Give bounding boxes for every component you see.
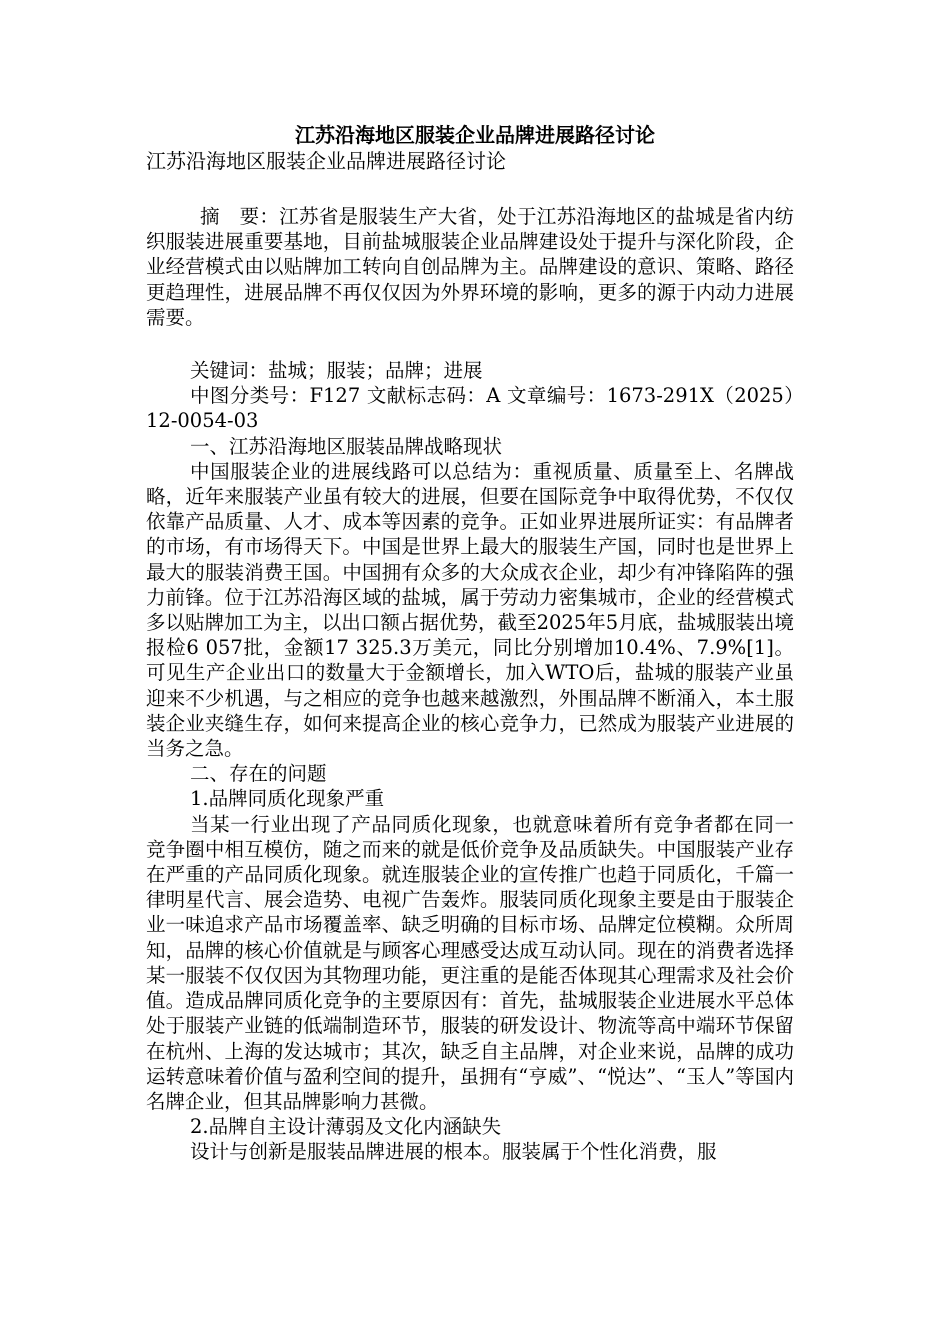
document-subtitle: 江苏沿海地区服装企业品牌进展路径讨论 [146,149,506,173]
abstract-paragraph: 摘 要：江苏省是服装生产大省，处于江苏沿海地区的盐城是省内纺织服装进展重要基地，目前盐城服装企业品牌建设处于提升与深化阶段，企业经营模式由以贴牌加工转向自创品牌为主。品牌建设的意识、策略、路径更趋理性，进展品牌不再仅仅因为外界环境的影响，更多的源于内动力进展需要。 [146,205,794,329]
section2-heading: 二、存在的问题 [190,762,327,786]
section1-heading: 一、江苏沿海地区服装品牌战略现状 [190,434,503,458]
section1-paragraph: 中国服装企业的进展线路可以总结为：重视质量、质量至上、名牌战略，近年来服装产业虽有较大的进展，但要在国际竞争中取得优势，不仅仅依靠产品质量、人才、成本等因素的竞争。正如业界进展所证实：有品牌者的市场，有市场得天下。中国是世界上最大的服装生产国，同时也是世界上最大的服装消费王国。中国拥有众多的大众成衣企业，却少有冲锋陷阵的强力前锋。位于江苏沿海区域的盐城，属于劳动力密集城市，企业的经营模式多以贴牌加工为主，以出口额占据优势，截至2025年5月底，盐城服装出境报检6 057批，金额17 325.3万美元，同比分别增加10.4%、7.9%[1]。可见生产企业出口的数量大于金额增长，加入WTO后，盐城的服装产业虽迎来不少机遇，与之相应的竞争也越来越激烈，外围品牌不断涌入，本土服装企业夹缝生存，如何来提高企业的核心竞争力，已然成为服装产业进展的当务之急。 [146,459,794,761]
subsection1-paragraph: 当某一行业出现了产品同质化现象，也就意味着所有竞争者都在同一竞争圈中相互模仿，随之而来的就是低价竞争及品质缺失。中国服装产业存在严重的产品同质化现象。就连服装企业的宣传推广也趋于同质化，千篇一律明星代言、展会造势、电视广告轰炸。服装同质化现象主要是由于服装企业一味追求产品市场覆盖率、缺乏明确的目标市场、品牌定位模糊。众所周知，品牌的核心价值就是与顾客心理感受达成互动认同。现在的消费者选择某一服装不仅仅因为其物理功能，更注重的是能否体现其心理需求及社会价值。造成品牌同质化竞争的主要原因有：首先，盐城服装企业进展水平总体处于服装产业链的低端制造环节，服装的研发设计、物流等高中端环节保留在杭州、上海的发达城市；其次，缺乏自主品牌，对企业来说，品牌的成功运转意味着价值与盈利空间的提升，虽拥有“亨威”、“悦达”、“玉人”等国内名牌企业，但其品牌影响力甚微。 [146,812,794,1113]
keywords-line: 关键词：盐城；服装；品牌；进展 [190,359,483,383]
subsection2-heading: 2.品牌自主设计薄弱及文化内涵缺失 [190,1115,502,1139]
classification-line: 中图分类号：F127 文献标志码：A 文章编号：1673-291X（2025）12-0054-03 [146,384,794,433]
subsection2-paragraph: 设计与创新是服装品牌进展的根本。服装属于个性化消费，服 [190,1140,717,1164]
subsection1-heading: 1.品牌同质化现象严重 [190,787,385,811]
document-title: 江苏沿海地区服装企业品牌进展路径讨论 [295,123,655,147]
